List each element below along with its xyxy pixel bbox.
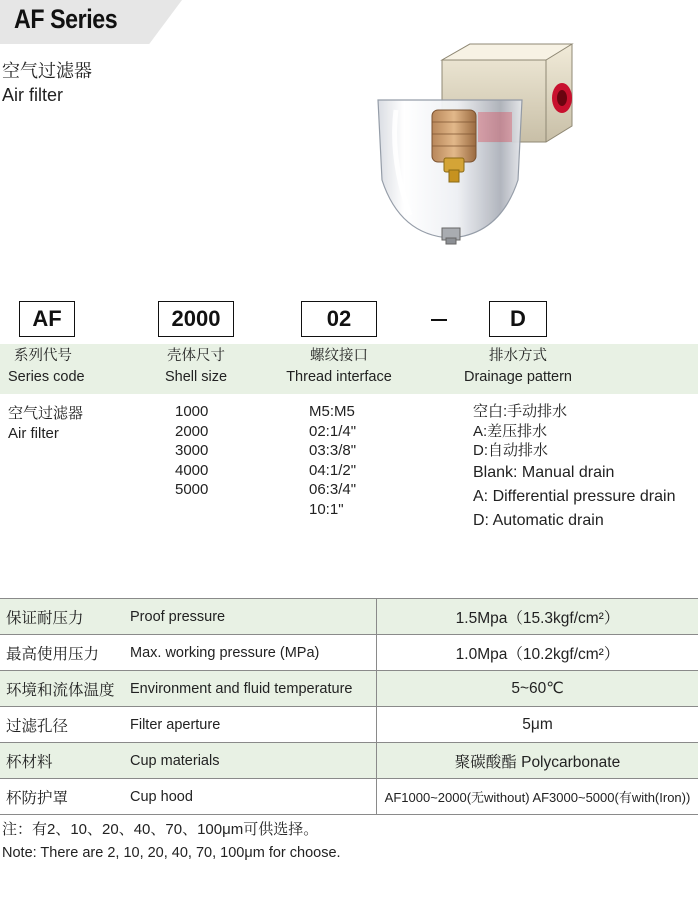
list-item: 04:1/2" — [309, 461, 357, 479]
list-item: 2000 — [175, 422, 209, 440]
series-code-list — [8, 404, 83, 443]
column-header-series — [2, 346, 88, 388]
thread-title-en: Thread interface — [286, 369, 392, 385]
spec-label-cn: 过滤孔径 — [0, 707, 124, 743]
series-code-title-en: Series code — [8, 369, 85, 385]
list-item: 1000 — [175, 403, 209, 420]
table-row — [0, 671, 698, 707]
list-item: 3000 — [175, 442, 209, 459]
list-item: D: Automatic drain — [473, 512, 604, 529]
spec-label-cn: 环境和流体温度 — [0, 671, 124, 707]
list-item: A: Differential pressure drain — [473, 488, 676, 505]
list-item: 4000 — [175, 461, 209, 479]
list-item: 空气过滤器 — [8, 405, 84, 422]
list-item: D:自动排水 — [473, 442, 549, 459]
list-item: Blank: Manual drain — [473, 464, 615, 481]
table-row — [0, 743, 698, 779]
column-header-thread — [280, 346, 398, 388]
product-name-en: Air filter — [2, 85, 64, 105]
series-title: AF Series — [14, 4, 118, 34]
code-box-thread: 02 — [301, 301, 377, 337]
spec-label-en: Proof pressure — [124, 599, 377, 635]
note-en: Note: There are 2, 10, 20, 40, 70, 100μm for choose. — [2, 845, 341, 861]
spec-label-cn: 最高使用压力 — [0, 635, 124, 671]
drainage-title-cn: 排水方式 — [489, 348, 547, 364]
code-box-shell-size: 2000 — [158, 301, 234, 337]
spec-table — [0, 598, 698, 815]
shell-size-title-en: Shell size — [164, 369, 228, 385]
code-box-series: AF — [19, 301, 75, 337]
spec-label-en: Cup hood — [124, 779, 377, 815]
spec-label-cn: 保证耐压力 — [0, 599, 124, 635]
table-row — [0, 635, 698, 671]
spec-value: 1.0Mpa（10.2kgf/cm²） — [377, 635, 698, 671]
drainage-list-cn — [473, 402, 567, 461]
shell-size-list — [175, 402, 208, 500]
product-name-cn: 空气过滤器 — [2, 61, 92, 81]
column-header-drainage — [456, 346, 580, 388]
series-code-title-cn: 系列代号 — [14, 348, 72, 364]
table-row — [0, 599, 698, 635]
list-item: 10:1" — [309, 500, 344, 518]
spec-value: 5μm — [377, 707, 698, 743]
spec-value: 1.5Mpa（15.3kgf/cm²） — [377, 599, 698, 635]
column-header-shell-size — [150, 346, 242, 388]
list-item: 5000 — [175, 481, 209, 498]
spec-label-en: Filter aperture — [124, 707, 377, 743]
table-row — [0, 779, 698, 815]
code-box-drainage: D — [489, 301, 547, 337]
spec-value: 5~60℃ — [377, 671, 698, 707]
drainage-list-en — [473, 461, 675, 533]
drainage-title-en: Drainage pattern — [463, 369, 572, 385]
spec-label-cn: 杯材料 — [0, 743, 124, 779]
code-separator-dash — [431, 319, 447, 321]
spec-value: 聚碳酸酯 Polycarbonate — [377, 743, 698, 779]
spec-label-en: Cup materials — [124, 743, 377, 779]
spec-label-en: Environment and fluid temperature — [124, 671, 377, 707]
list-item: 03:3/8" — [309, 442, 357, 459]
table-row — [0, 707, 698, 743]
spec-value: AF1000~2000(无without) AF3000~5000(有with(Iron)) — [377, 779, 698, 815]
shell-size-title-cn: 壳体尺寸 — [167, 348, 225, 364]
spec-label-en: Max. working pressure (MPa) — [124, 635, 377, 671]
thread-list — [309, 402, 356, 519]
air-filter-product-image — [350, 30, 600, 245]
list-item: 02:1/4" — [309, 422, 357, 440]
note-cn: 注：有2、10、20、40、70、100μm可供选择。 — [2, 821, 319, 838]
spec-label-cn: 杯防护罩 — [0, 779, 124, 815]
list-item: 空白:手动排水 — [473, 403, 568, 420]
list-item: 06:3/4" — [309, 481, 357, 498]
list-item: M5:M5 — [309, 403, 355, 420]
thread-title-cn: 螺纹接口 — [310, 348, 368, 364]
list-item: A:差压排水 — [473, 422, 548, 440]
list-item: Air filter — [8, 424, 59, 442]
